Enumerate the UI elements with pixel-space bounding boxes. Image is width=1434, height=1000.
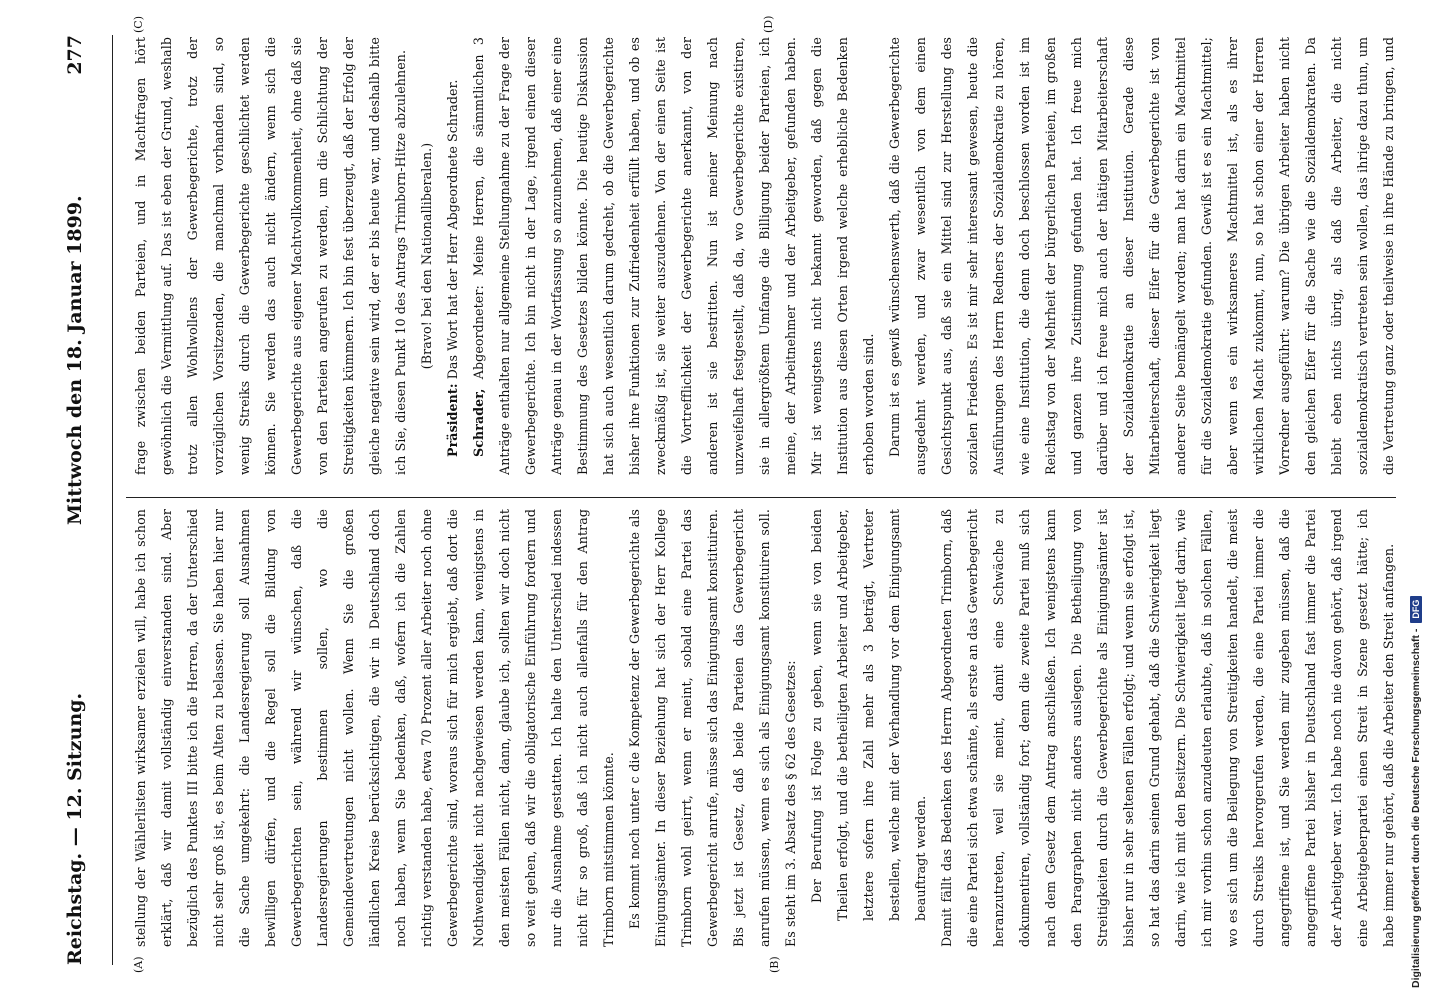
- header-rule: [112, 35, 113, 965]
- applause-note: (Bravo! bei den Nationalliberalen.): [419, 142, 434, 370]
- paragraph: Es kommt noch unter c die Kompetenz der Gewerbegerichte als Einigungsämter. In dieser Beziehung hat sich der Herr Kollege Trimborn wohl geirrt, wenn er meint, sobald eine Partei das Gewerbegericht anrufe, müsse sich das Einigungsamt konstituiren. Bis jetzt ist Gesetz, daß beide Parteien das Gewerbegericht anrufen müssen, wenn es sich als Einigungsamt konstituiren soll. Es steht im 3. Absatz des § 62 des Gesetzes:: [627, 509, 798, 947]
- president-text: Das Wort hat der Herr Abgeordnete Schrader.: [445, 79, 460, 380]
- paragraph: Damit fällt das Bedenken des Herrn Abgeordneten Trimborn, daß die eine Partei sich etwa schämte, als erste an das Gewerbegericht heranzutreten, weil sie meint, damit eine Schwäche zu dokumentiren, vollständig fort; denn die zweite Partei muß sich nach dem Gesetz dem Antrag anschließen. Ich wenigstens kann den Paragraphen nicht anders auslegen. Die Betheiligung von Streitigkeiten durch die Gewerbegerichte als Einigungsämter ist bisher nur in sehr seltenen Fällen erfolgt; und wenn sie erfolgt ist, so hat das darin seinen Grund gehabt, daß die Schwierigkeit liegt darin, wie ich mit den Besitzern. Die Schwierigkeit liegt darin, wie ich mir vorhin schon anzudeuten erlaubte, daß in solchen Fällen, wo es sich um die Beilegung von Streitigkeiten handelt, die meist durch Streiks hervorgerufen werden, die eine Partei immer die angegriffene ist, und Sie werden mir zugeben müssen, daß die angegriffene Partei bisher in Deutschland fast immer die Partei der Arbeitgeber war. Ich habe noch nie davon gehört, daß irgend eine Arbeitgeberpartei einen Streit in Szene gesetzt hätte; ich habe immer nur gehört, daß die Arbeiter den Streit anfangen.: [939, 509, 1396, 947]
- paragraph: frage zwischen beiden Parteien, und in Machtfragen hört gewöhnlich die Vermittlung auf. Das ist eben der Grund, weshalb trotz allen Wohlwollens der Gewerbegerichte, trotz der vorzüglichen Vorsitzenden, die manchmal vorhanden sind, so wenig Streiks durch die Gewerbegerichte geschlichtet werden können. Sie werden das auch nicht ändern, wenn sich die Gewerbegerichte aus eigener Machtvollkommenheit, ohne daß sie von den Parteien angerufen zu werden, um die Schlichtung der Streitigkeiten kümmern. Ich bin fest überzeugt, daß der Erfolg der gleiche negative sein wird, der er bis heute war, und deshalb bitte ich Sie, diesen Punkt 10 des Antrags Trimborn-Hitze abzulehnen.: [133, 37, 408, 475]
- president-statement: [440, 37, 466, 475]
- margin-marker-c: (C): [132, 16, 145, 33]
- paragraph: Darum ist es gewiß wünschenswerth, daß die Gewerbegerichte ausgedehnt werden, und zwar wesentlich von dem einen Gesichtspunkt aus, daß sie ein Mittel sind zur Herstellung des sozialen Friedens. Es ist mir sehr interessant gewesen, heute die Ausführungen des Herrn Redners der Sozialdemokratie zu hören, wie eine Institution, die denn doch beschlossen worden ist im Reichstag von der Mehrheit der bürgerlichen Parteien, im großen und ganzen ihre Zustimmung gefunden hat. Ich freue mich darüber und ich freue mich auch der thätigen Mitarbeiterschaft der Sozialdemokratie an dieser Institution. Gerade diese Mitarbeiterschaft, dieser Eifer für die Gewerbegerichte ist von anderer Seite bemängelt worden; man hat darin ein Machtmittel für die Sozialdemokratie gefunden. Gewiß ist es ein Machtmittel; aber wenn es ein wirksameres Machtmittel ist, als es ihrer wirklichen Macht zukommt, nun, so hat schon einer der Herren Vorredner ausgeführt: warum? Die übrigen Arbeiter haben nicht den gleichen Eifer für die Sache wie die Sozialdemokraten. Da bleibt eben nichts übrig, als daß die Arbeiter, die nicht sozialdemokratisch vertreten sein wollen, das ihrige dazu thun, um die Vertretung ganz oder theilweise in ihre Hände zu bringen, und: [887, 37, 1396, 475]
- left-column: [128, 509, 1398, 947]
- attribution-text: Digitalisierung gefördert durch die Deutsche Forschungsgemeinschaft -: [1410, 628, 1422, 988]
- header-date: Mittwoch den 18. Januar 1899.: [64, 195, 86, 525]
- header-session: Reichstag. — 12. Sitzung.: [64, 692, 86, 965]
- speaker-statement: [466, 37, 882, 475]
- margin-marker-a: (A): [132, 956, 145, 973]
- side-attribution: [1408, 12, 1430, 988]
- dfg-logo: DFG: [1410, 596, 1422, 623]
- president-label: Präsident:: [445, 383, 460, 457]
- speaker-text: Abgeordneter: Meine Herren, die sämmtlichen 3 Anträge enthalten nur allgemeine Stellungnahme zu der Frage der Gewerbegerichte. Ich bin nicht in der Lage, irgend einen dieser Anträge genau in der Wortfassung so anzunehmen, daß einer eine Bestimmung des Gesetzes bilden könnte. Die heutige Diskussion hat sich auch wesentlich darum gedreht, ob die Gewerbegerichte bisher ihre Funktionen zur Zufriedenheit erfüllt haben, und ob es zweckmäßig ist, sie weiter auszudehnen. Von der einen Seite ist die Vortrefflichkeit der Gewerbegerichte anerkannt, von der anderen ist sie bestritten. Nun ist meiner Meinung nach unzweifelhaft festgestellt, daß da, wo Gewerbegerichte existiren, sie in allergrößtem Umfange die Billigung beider Parteien, ich meine, der Arbeitnehmer und der Arbeitgeber, gefunden haben. Mir ist wenigstens nicht bekannt geworden, daß gegen die Institution aus diesen Orten irgend welche erhebliche Bedenken erhoben worden sind.: [471, 37, 876, 475]
- quoted-law: Der Berufung ist Folge zu geben, wenn sie von beiden Theilen erfolgt, und die betheiligten Arbeiter und Arbeitgeber, letztere sofern ihre Zahl mehr als 3 beträgt, Vertreter bestellen, welche mit der Verhandlung vor dem Einigungsamt beauftragt werden.: [809, 509, 928, 921]
- rotated-page-content: [40, 5, 1420, 995]
- paragraph: stellung der Wählerlisten wirksamer erzielen will, habe ich schon erklärt, daß wir damit vollständig einverstanden sind. Aber bezüglich des Punktes III bitte ich die Herren, da der Unterschied nicht sehr groß ist, es beim Alten zu belassen. Sie haben hier nur die Sache umgekehrt: die Landesregierung soll Ausnahmen bewilligen dürfen, und die Regel soll die Bildung von Gewerbegerichten sein, während wir wünschen, daß die Landesregierungen bestimmen sollen, wo die Gemeindevertretungen nicht wollen. Wenn Sie die großen ländlichen Kreise berücksichtigen, die wir in Deutschland doch noch haben, wenn Sie bedenken, daß, wofern ich die Zahlen richtig verstanden habe, etwa 70 Prozent aller Arbeiter noch ohne Gewerbegerichte sind, woraus sich für mich ergiebt, daß dort die Nothwendigkeit nicht nachgewiesen werden kann, wenigstens in den meisten Fällen nicht, dann, glaube ich, sollten wir doch nicht so weit gehen, daß wir die obligatorische Einführung fordern und nur die Ausnahme gestatten. Ich halte den Unterschied indessen nicht für so groß, daß ich nicht auch allenfalls für den Antrag Trimborn mitstimmen könnte.: [133, 509, 616, 947]
- side-attribution-text: [1410, 12, 1428, 988]
- margin-marker-d: (D): [762, 15, 775, 33]
- margin-marker-b: (B): [768, 956, 781, 973]
- page-number: 277: [64, 35, 86, 75]
- speaker-label: Schrader,: [471, 388, 486, 457]
- column-divider: [126, 497, 1396, 498]
- right-column: [128, 37, 1398, 475]
- page-header: [58, 35, 98, 965]
